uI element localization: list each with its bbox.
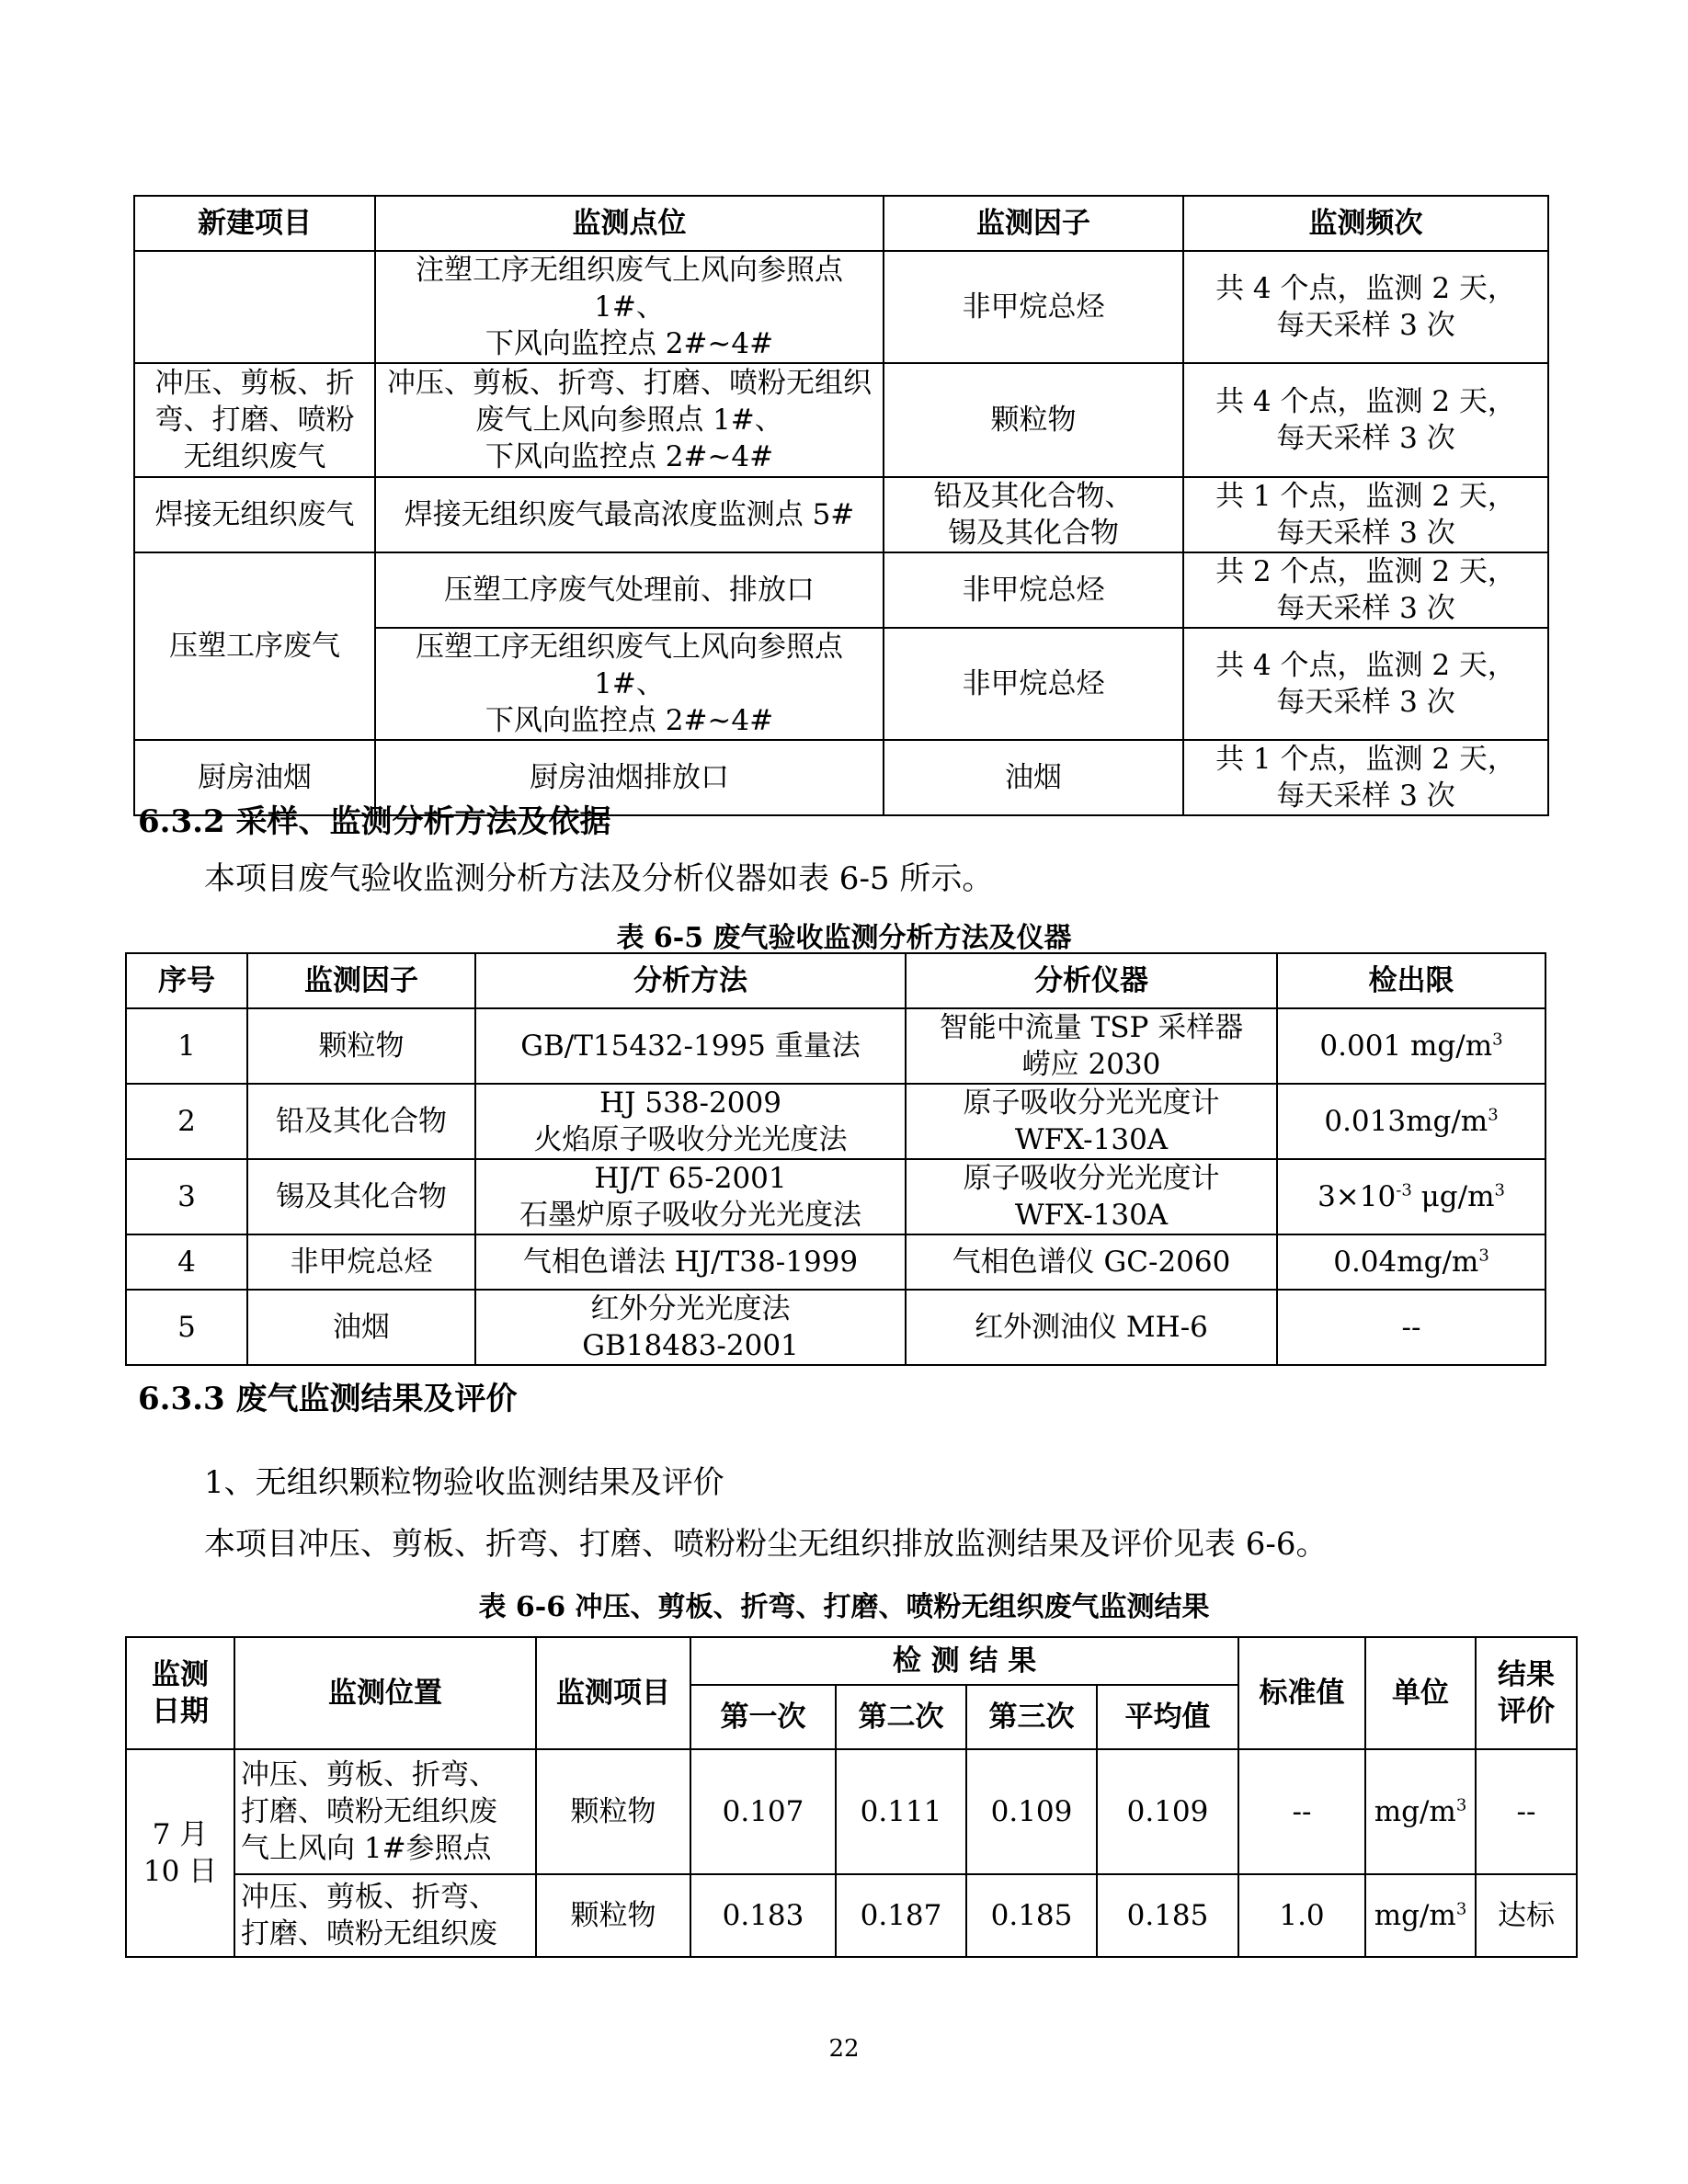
results-table (125, 1636, 1578, 1958)
caption-table-6-5: 表 6-5 废气验收监测分析方法及仪器 (616, 922, 1072, 954)
table-row (126, 1234, 1545, 1290)
factor-cell: 非甲烷总烃 (884, 251, 1183, 363)
point-cell: 冲压、剪板、折弯、打磨、喷粉无组织 废气上风向参照点 1#、 下风向监控点 2#~4# (375, 363, 884, 477)
point-cell: 焊接无组织废气最高浓度监测点 5# (375, 477, 884, 552)
table-row (126, 1159, 1545, 1234)
table-row (134, 363, 1548, 477)
unit-cell: $mg/m^3$ (1365, 1749, 1476, 1874)
no-cell: 5 (126, 1290, 247, 1365)
factor-cell: 非甲烷总烃 (884, 628, 1183, 740)
header-result: 检 测 结 果 (690, 1637, 1238, 1685)
header-factor: 监测因子 (884, 196, 1183, 251)
project-cell (134, 251, 375, 363)
instrument-cell: 气相色谱仪 GC-2060 (906, 1234, 1277, 1290)
header-standard: 标准值 (1238, 1637, 1365, 1749)
header-item: 监测项目 (536, 1637, 690, 1749)
frequency-cell: 共 4 个点，监测 2 天， 每天采样 3 次 (1183, 363, 1548, 477)
frequency-cell: 共 1 个点，监测 2 天， 每天采样 3 次 (1183, 740, 1548, 815)
project-cell: 冲压、剪板、折 弯、打磨、喷粉 无组织废气 (134, 363, 375, 477)
factor-cell: 铅及其化合物、 锡及其化合物 (884, 477, 1183, 552)
header-limit: 检出限 (1277, 953, 1545, 1008)
section-heading-632: 6.3.2 采样、监测分析方法及依据 (138, 803, 611, 840)
frequency-cell: 共 4 个点，监测 2 天， 每天采样 3 次 (1183, 251, 1548, 363)
header-date: 监测 日期 (126, 1637, 234, 1749)
no-cell: 2 (126, 1084, 247, 1159)
table-row (126, 1749, 1577, 1874)
header-point: 监测点位 (375, 196, 884, 251)
frequency-cell: 共 1 个点，监测 2 天， 每天采样 3 次 (1183, 477, 1548, 552)
average-cell: 0.185 (1097, 1874, 1238, 1957)
header-location: 监测位置 (234, 1637, 536, 1749)
header-evaluation: 结果 评价 (1476, 1637, 1577, 1749)
monitoring-plan-table (133, 195, 1549, 816)
method-cell: 红外分光光度法 GB18483-2001 (475, 1290, 906, 1365)
method-cell: GB/T15432-1995 重量法 (475, 1008, 906, 1084)
header-project: 新建项目 (134, 196, 375, 251)
point-cell: 厨房油烟排放口 (375, 740, 884, 815)
average-cell: 0.109 (1097, 1749, 1238, 1874)
instrument-cell: 智能中流量 TSP 采样器 崂应 2030 (906, 1008, 1277, 1084)
point-cell: 注塑工序无组织废气上风向参照点 1#、 下风向监控点 2#~4# (375, 251, 884, 363)
header-factor: 监测因子 (247, 953, 475, 1008)
frequency-cell: 共 4 个点，监测 2 天， 每天采样 3 次 (1183, 628, 1548, 740)
factor-cell: 油烟 (247, 1290, 475, 1365)
factor-cell: 非甲烷总烃 (247, 1234, 475, 1290)
header-third: 第三次 (966, 1685, 1097, 1749)
standard-cell: -- (1238, 1749, 1365, 1874)
factor-cell: 非甲烷总烃 (884, 552, 1183, 628)
project-cell: 压塑工序废气 (134, 552, 375, 740)
factor-cell: 颗粒物 (247, 1008, 475, 1084)
method-cell: 气相色谱法 HJ/T38-1999 (475, 1234, 906, 1290)
unit-cell: $mg/m^3$ (1365, 1874, 1476, 1957)
header-method: 分析方法 (475, 953, 906, 1008)
header-frequency: 监测频次 (1183, 196, 1548, 251)
value-cell: 0.107 (690, 1749, 836, 1874)
factor-cell: 锡及其化合物 (247, 1159, 475, 1234)
header-second: 第二次 (836, 1685, 966, 1749)
factor-cell: 铅及其化合物 (247, 1084, 475, 1159)
value-cell: 0.183 (690, 1874, 836, 1957)
header-instrument: 分析仪器 (906, 953, 1277, 1008)
header-no: 序号 (126, 953, 247, 1008)
paragraph-632: 本项目废气验收监测分析方法及分析仪器如表 6-5 所示。 (204, 860, 994, 897)
item-cell: 颗粒物 (536, 1749, 690, 1874)
table-row (134, 477, 1548, 552)
method-cell: HJ 538-2009 火焰原子吸收分光光度法 (475, 1084, 906, 1159)
limit-cell: $0.04mg/m^3$ (1277, 1234, 1545, 1290)
header-first: 第一次 (690, 1685, 836, 1749)
table-row (134, 552, 1548, 628)
standard-cell: 1.0 (1238, 1874, 1365, 1957)
factor-cell: 油烟 (884, 740, 1183, 815)
instrument-cell: 原子吸收分光光度计 WFX-130A (906, 1159, 1277, 1234)
subheading-633-1: 1、无组织颗粒物验收监测结果及评价 (204, 1464, 724, 1501)
date-cell: 7 月 10 日 (126, 1749, 234, 1957)
no-cell: 4 (126, 1234, 247, 1290)
frequency-cell: 共 2 个点，监测 2 天， 每天采样 3 次 (1183, 552, 1548, 628)
section-heading-633: 6.3.3 废气监测结果及评价 (138, 1381, 518, 1417)
item-cell: 颗粒物 (536, 1874, 690, 1957)
limit-cell: 0.001 $mg/m^3$ (1277, 1008, 1545, 1084)
project-cell: 焊接无组织废气 (134, 477, 375, 552)
caption-table-6-6: 表 6-6 冲压、剪板、折弯、打磨、喷粉无组织废气监测结果 (478, 1591, 1210, 1623)
point-cell: 压塑工序废气处理前、排放口 (375, 552, 884, 628)
evaluation-cell: -- (1476, 1749, 1577, 1874)
limit-cell: $0.013mg/m^3$ (1277, 1084, 1545, 1159)
table-row (126, 1084, 1545, 1159)
value-cell: 0.109 (966, 1749, 1097, 1874)
instrument-cell: 原子吸收分光光度计 WFX-130A (906, 1084, 1277, 1159)
value-cell: 0.187 (836, 1874, 966, 1957)
page-number: 22 (828, 2035, 860, 2063)
header-average: 平均值 (1097, 1685, 1238, 1749)
limit-cell: -- (1277, 1290, 1545, 1365)
table-row (126, 1874, 1577, 1957)
no-cell: 1 (126, 1008, 247, 1084)
instrument-cell: 红外测油仪 MH-6 (906, 1290, 1277, 1365)
evaluation-cell: 达标 (1476, 1874, 1577, 1957)
value-cell: 0.111 (836, 1749, 966, 1874)
analysis-methods-table (125, 952, 1546, 1366)
location-cell: 冲压、剪板、折弯、 打磨、喷粉无组织废 气上风向 1#参照点 (234, 1749, 536, 1874)
table-row (134, 251, 1548, 363)
header-unit: 单位 (1365, 1637, 1476, 1749)
point-cell: 压塑工序无组织废气上风向参照点 1#、 下风向监控点 2#~4# (375, 628, 884, 740)
no-cell: 3 (126, 1159, 247, 1234)
paragraph-633: 本项目冲压、剪板、折弯、打磨、喷粉粉尘无组织排放监测结果及评价见表 6-6。 (204, 1526, 1328, 1563)
value-cell: 0.185 (966, 1874, 1097, 1957)
limit-cell: $3\times 10^{-3}$ $\mu g/m^3$ (1277, 1159, 1545, 1234)
table-row (126, 1008, 1545, 1084)
factor-cell: 颗粒物 (884, 363, 1183, 477)
location-cell: 冲压、剪板、折弯、 打磨、喷粉无组织废 (234, 1874, 536, 1957)
method-cell: HJ/T 65-2001 石墨炉原子吸收分光光度法 (475, 1159, 906, 1234)
table-row (126, 1290, 1545, 1365)
project-cell: 厨房油烟 (134, 740, 375, 815)
